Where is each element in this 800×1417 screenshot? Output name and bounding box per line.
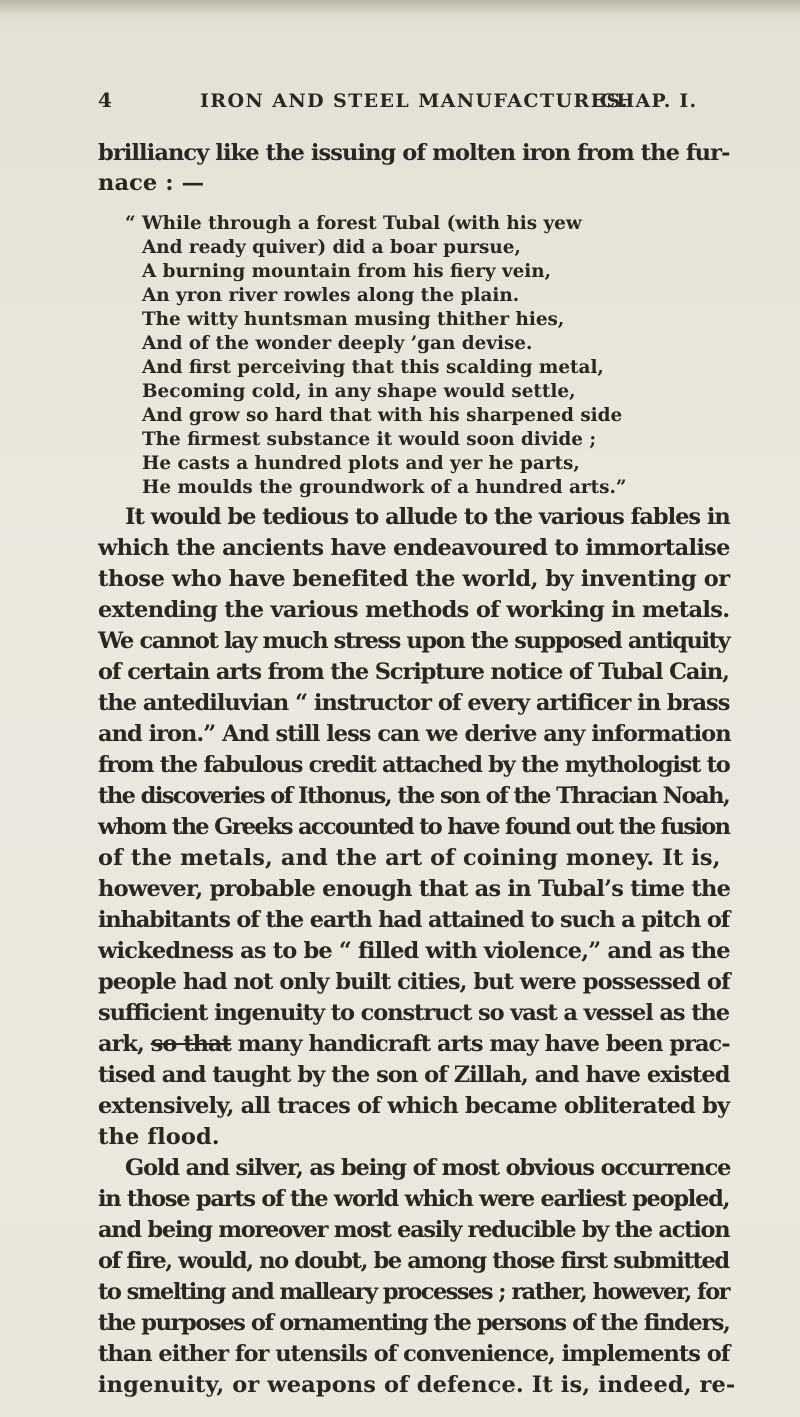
- text-line: the discoveries of Ithonus, the son of the Thracian Noah,: [98, 783, 730, 809]
- text-line: the flood.: [98, 1124, 220, 1150]
- poem-line: “ While through a forest Tubal (with his yew: [125, 213, 582, 234]
- text-line: which the ancients have endeavoured to immortalise: [98, 535, 730, 561]
- intro-line: brilliancy like the issuing of molten iron from the fur-: [98, 140, 730, 166]
- ark-before: ark,: [98, 1031, 151, 1057]
- poem-line: An yron river rowles along the plain.: [142, 285, 520, 306]
- text-line: We cannot lay much stress upon the supposed antiquity: [98, 628, 730, 654]
- poem-line: He casts a hundred plots and yer he parts,: [142, 453, 580, 474]
- text-line: extending the various methods of working in metals.: [98, 597, 730, 623]
- text-line: ingenuity, or weapons of defence. It is, indeed, re-: [98, 1372, 736, 1398]
- text-line: Gold and silver, as being of most obvious occurrence: [125, 1155, 731, 1181]
- running-header: [0, 88, 800, 118]
- text-line: of certain arts from the Scripture notice of Tubal Cain,: [98, 659, 729, 685]
- poem-line: The witty huntsman musing thither hies,: [142, 309, 565, 330]
- poem-line: He moulds the groundwork of a hundred arts.”: [142, 477, 627, 498]
- text-line: whom the Greeks accounted to have found out the fusion: [98, 814, 730, 840]
- poem-line: And first perceiving that this scalding metal,: [142, 357, 604, 378]
- text-line: from the fabulous credit attached by the mythologist to: [98, 752, 730, 778]
- page-top-edge: [0, 0, 800, 24]
- poem-line: Becoming cold, in any shape would settle,: [142, 381, 576, 402]
- text-line: It would be tedious to allude to the various fables in: [125, 504, 730, 530]
- running-title: IRON AND STEEL MANUFACTURES.: [200, 90, 629, 112]
- poem-line: A burning mountain from his fiery vein,: [142, 261, 552, 282]
- text-line: and being moreover most easily reducible by the action: [98, 1217, 730, 1243]
- text-line-with-strikethrough: [98, 1031, 730, 1057]
- text-line: however, probable enough that as in Tubal’s time the: [98, 876, 731, 902]
- text-line: to smelting and malleary processes ; rather, however, for: [98, 1279, 730, 1305]
- intro-line: nace : —: [98, 170, 205, 196]
- poem-line: And ready quiver) did a boar pursue,: [142, 237, 521, 258]
- text-line: sufficient ingenuity to construct so vast a vessel as the: [98, 1000, 729, 1026]
- text-line: people had not only built cities, but were possessed of: [98, 969, 730, 995]
- text-line: and iron.” And still less can we derive any information: [98, 721, 731, 747]
- text-line: the purposes of ornamenting the persons of the finders,: [98, 1310, 730, 1336]
- text-line: than either for utensils of convenience, implements of: [98, 1341, 730, 1367]
- text-line: the antediluvian “ instructor of every artificer in brass: [98, 690, 730, 716]
- text-line: wickedness as to be “ filled with violence,” and as the: [98, 938, 730, 964]
- page-number: 4: [98, 88, 112, 112]
- poem-line: And grow so hard that with his sharpened side: [142, 405, 623, 426]
- text-line: those who have benefited the world, by inventing or: [98, 566, 730, 592]
- text-line: of fire, would, no doubt, be among those first submitted: [98, 1248, 729, 1274]
- poem-line: The firmest substance it would soon divide ;: [142, 429, 597, 450]
- text-line: inhabitants of the earth had attained to such a pitch of: [98, 907, 730, 933]
- struck-out-text: so that: [150, 1031, 231, 1057]
- text-line: of the metals, and the art of coining money. It is,: [98, 845, 721, 871]
- text-line: extensively, all traces of which became obliterated by: [98, 1093, 730, 1119]
- text-line: tised and taught by the son of Zillah, and have existed: [98, 1062, 730, 1088]
- chapter-label: CHAP. I.: [600, 90, 698, 112]
- text-line: in those parts of the world which were earliest peopled,: [98, 1186, 730, 1212]
- poem-line: And of the wonder deeply ’gan devise.: [142, 333, 533, 354]
- ark-after: many handicraft arts may have been prac-: [230, 1031, 730, 1057]
